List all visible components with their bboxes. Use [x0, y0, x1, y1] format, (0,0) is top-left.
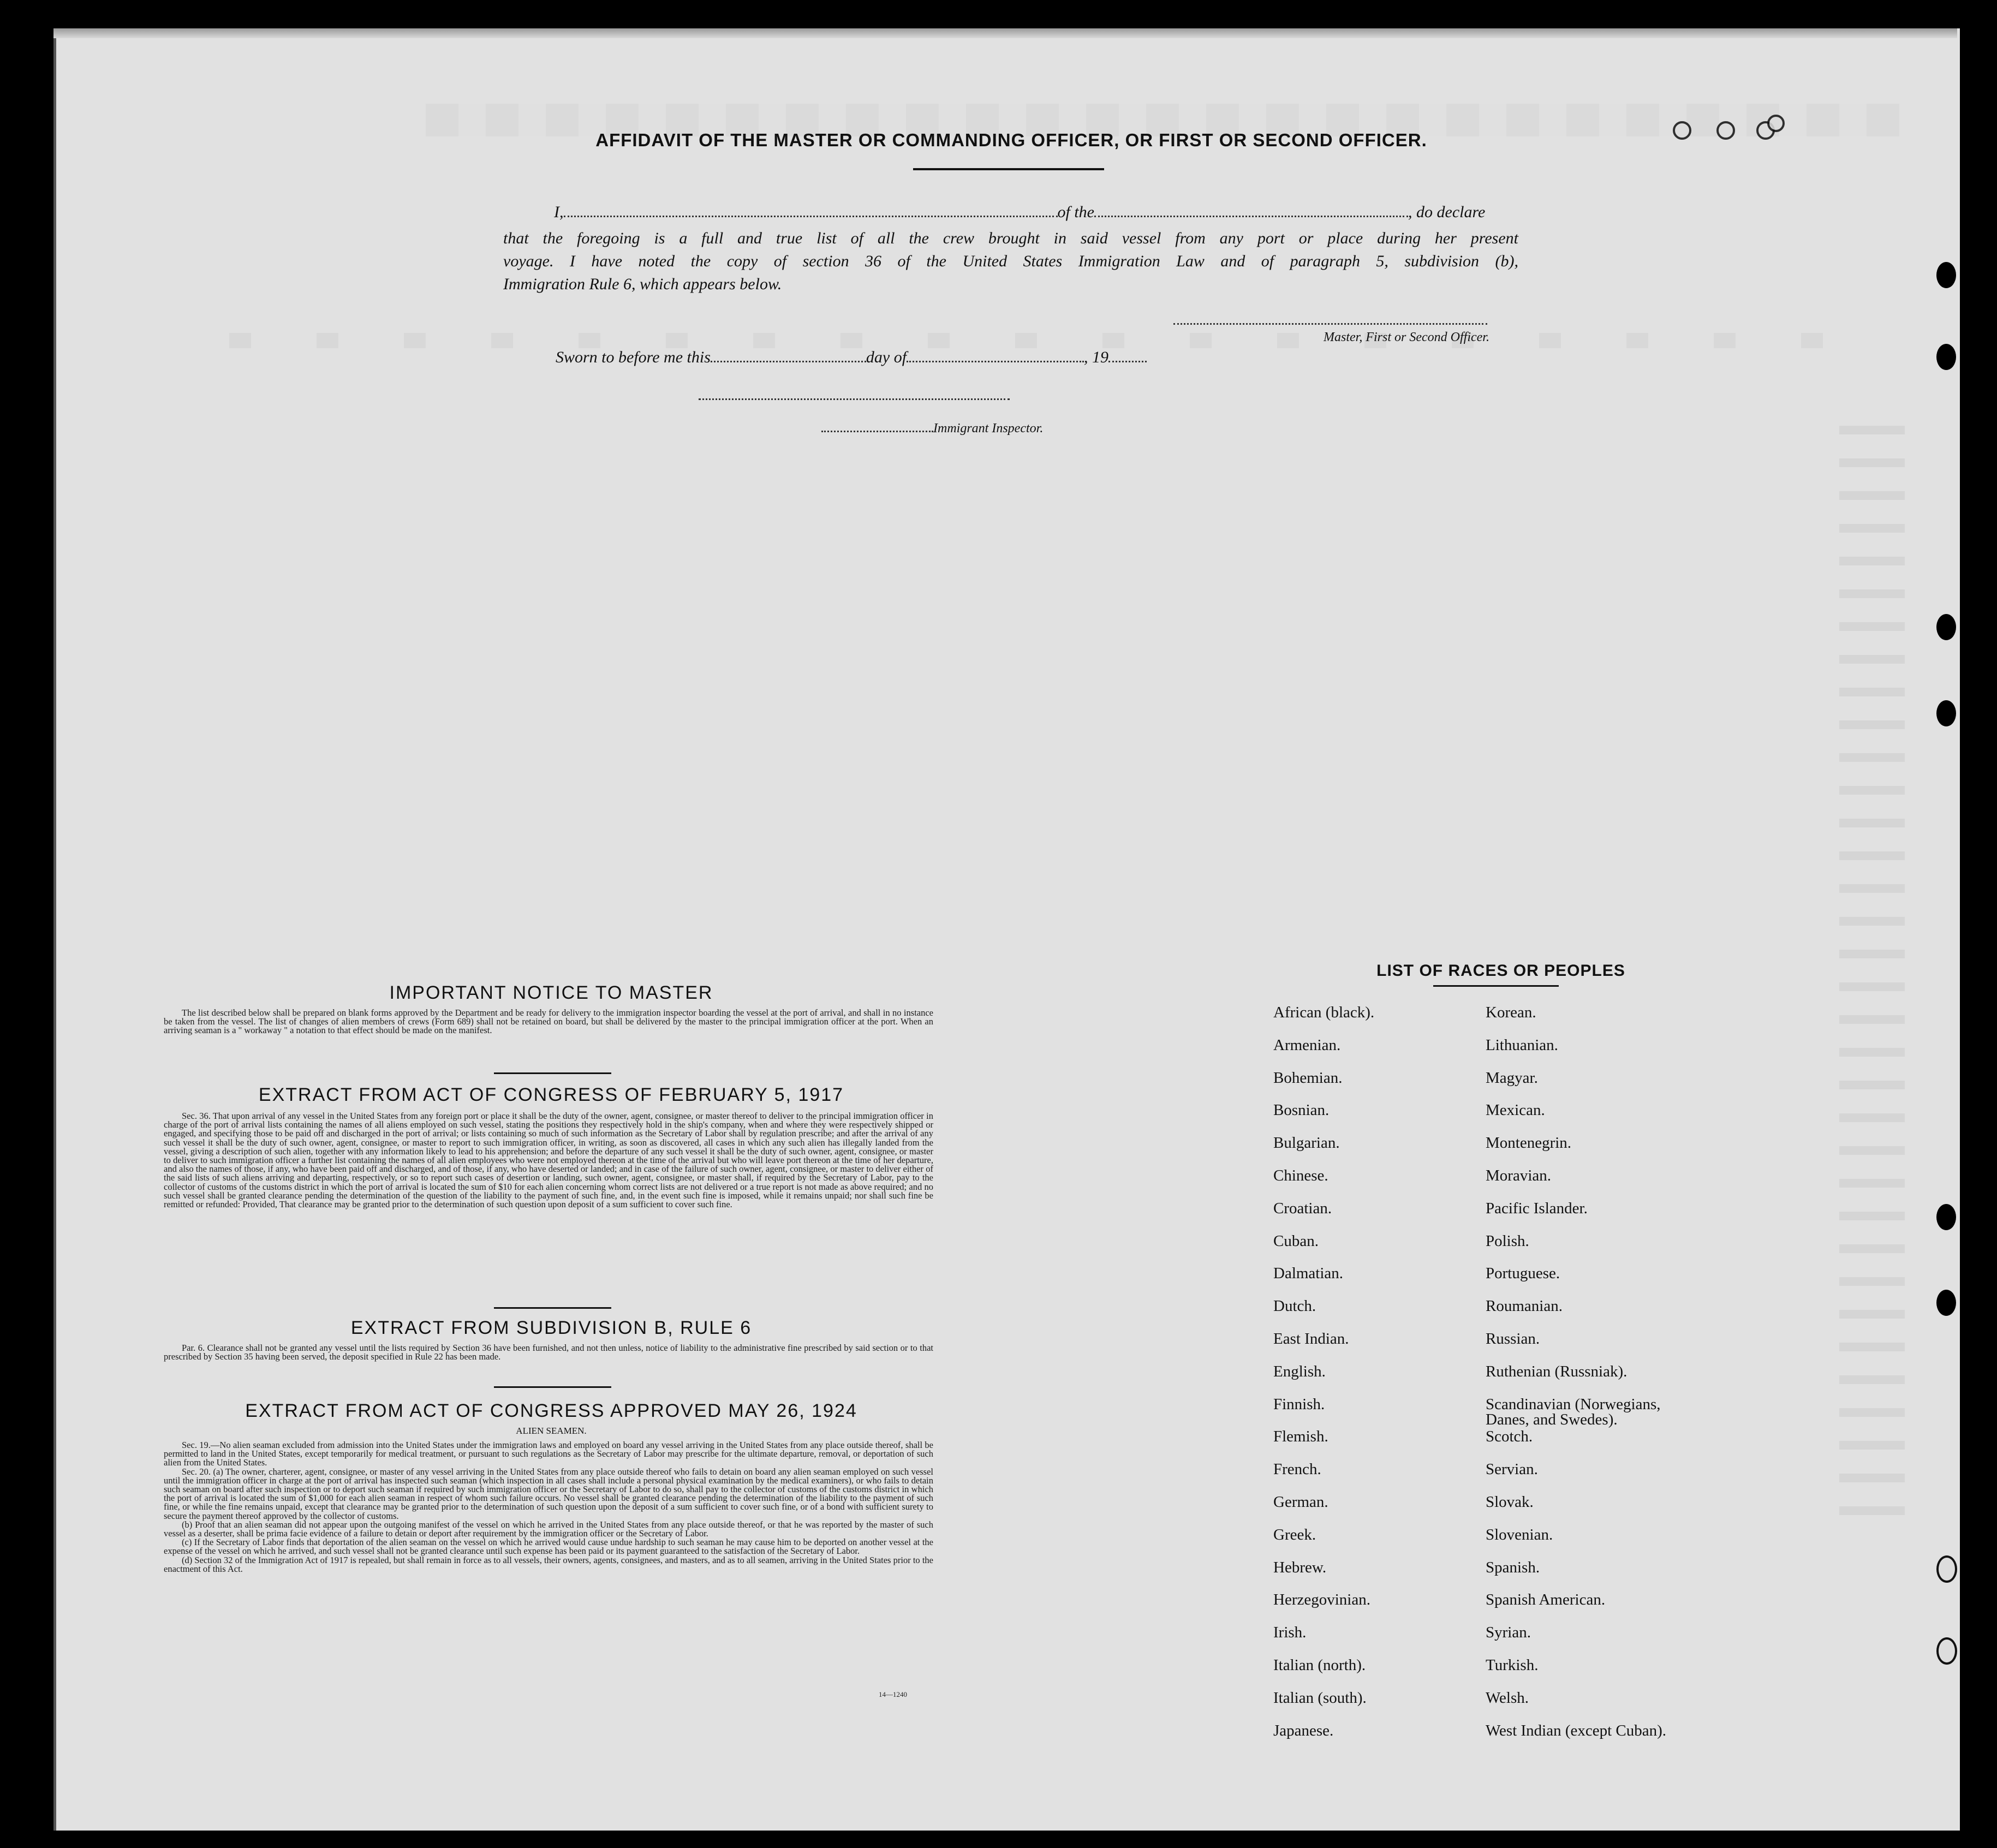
race-item: Bulgarian. [1273, 1134, 1340, 1152]
punch-hole-ring [1936, 1555, 1957, 1583]
race-item: Korean. [1486, 1004, 1536, 1021]
race-item: Italian (south). [1273, 1689, 1367, 1707]
title-underline [913, 168, 1104, 170]
race-item: West Indian (except Cuban). [1486, 1721, 1667, 1739]
section-36-paragraph: Sec. 36. That upon arrival of any vessel in the United States from any foreign port or place it shall be the duty of the owner, agent, consignee, or master thereof to deliver to the principal immigration officer in charge of the port of arrival lists containing the names of all aliens employed on such vessel, stating the positions they respectively hold in the ship's company, when and where they were respectively shipped or engaged, and specifying those to be paid off and discharged in the port of arrival; or lists containing so much of such information as the Secretary of Labor shall by regulation prescribe; and after the arrival of any such vessel it shall be the duty of such owner, agent, consignee, or master to report to such immigration officer, in writing, as soon as discovered, all cases in which any such alien has illegally landed from the vessel, giving a description of such alien, together with any information likely to lead to his apprehension; and before the departure of any such vessel it shall be the duty of such owner, agent, consignee, or master to deliver to such immigration officer a further list containing the names of all alien employees who were not employed thereon at the time of the arrival but who will leave port thereon at the time of her departure, and also the names of those, if any, who have been paid off and discharged, and of those, if any, who have deserted or landed; and in case of the failure of such owner, agent, consignee, or master to deliver either of the said lists of such aliens arriving and departing, respectively, or so to report such cases of desertion or landing, such owner, agent, consignee, or master shall, if required by the Secretary of Labor, pay to the collector of customs of the customs district in which the port of arrival is located the sum of $10 for each alien concerning whom correct lists are not delivered or a true report is not made as above required; and no such vessel shall be granted clearance pending the determination of the question of the liability to the payment of such fine, and, in the event such fine is imposed, while it remains unpaid; nor shall such fine be remitted or refunded: Provided, That clearance may be granted prior to the determination of such question upon deposit of a sum sufficient to cover such fine. [164, 1111, 933, 1210]
race-item: Herzegovinian. [1273, 1591, 1370, 1609]
punch-hole [1936, 1290, 1956, 1316]
race-item: Japanese. [1273, 1721, 1334, 1739]
section-divider [494, 1307, 611, 1309]
race-item: Hebrew. [1273, 1558, 1327, 1576]
extract-rule6-body [164, 1344, 933, 1361]
extract-1917-title: EXTRACT FROM ACT OF CONGRESS OF FEBRUARY 5, 1917 [258, 1084, 844, 1105]
race-item: Italian (north). [1273, 1656, 1366, 1674]
section-20d-paragraph: (d) Section 32 of the Immigration Act of 1917 is repealed, but shall remain in force as to all vessels, their owners, agents, consignees, and masters, and as to all seamen, arriving in the United States prior to the enactment of this Act. [164, 1554, 933, 1574]
inspector-signature-line[interactable] [699, 398, 1010, 400]
fill-blank[interactable] [1108, 361, 1147, 362]
section-19-paragraph: Sec. 19.—No alien seaman excluded from admission into the United States under the immigration laws and employed on board any vessel arriving in the United States from any place outside thereof, shall be permitted to land in the United States, except temporarily for medical treatment, or pursuant to such regulations as the Secretary of Labor may prescribe for the ultimate departure, removal, or deportation of such alien from the United States. [164, 1440, 933, 1468]
race-item: Greek. [1273, 1525, 1316, 1543]
race-item: Pacific Islander. [1486, 1199, 1588, 1217]
punch-hole [1936, 614, 1956, 640]
races-title-underline [1433, 985, 1559, 987]
extract-rule6-title: EXTRACT FROM SUBDIVISION B, RULE 6 [350, 1318, 752, 1338]
punch-hole [1936, 700, 1956, 726]
race-item: Moravian. [1486, 1167, 1551, 1184]
race-item: Mexican. [1486, 1101, 1545, 1119]
race-item: Portuguese. [1486, 1265, 1560, 1283]
race-item: Finnish. [1273, 1395, 1325, 1413]
race-item: English. [1273, 1362, 1326, 1380]
race-item: Chinese. [1273, 1167, 1328, 1184]
race-item: Polish. [1486, 1232, 1529, 1250]
affidavit-line-2: that the foregoing is a full and true list of all the crew brought in said vessel from any port or place during her present [503, 229, 1518, 247]
race-item: Flemish. [1273, 1428, 1328, 1446]
inspector-caption-line [821, 421, 1043, 436]
race-item: Welsh. [1486, 1689, 1529, 1707]
sworn-prefix: Sworn to before me this [556, 348, 711, 366]
section-divider [494, 1072, 611, 1074]
extract-1924-body [164, 1441, 933, 1573]
bleed-through-texture [1839, 426, 1905, 1517]
affidavit-line-3: voyage. I have noted the copy of section 36 of the United States Immigration Law and of paragraph 5, subdivision (b), [503, 252, 1518, 270]
alien-seamen-subtitle: ALIEN SEAMEN. [516, 1426, 587, 1436]
race-item: Ruthenian (Russniak). [1486, 1362, 1628, 1380]
affidavit-declare: , do declare [1408, 203, 1486, 221]
race-item: Servian. [1486, 1460, 1538, 1479]
race-item: Scandinavian (Norwegians, [1486, 1395, 1661, 1413]
bleed-circle-mark [1673, 121, 1691, 140]
section-20b-paragraph: (b) Proof that an alien seaman did not appear upon the outgoing manifest of the vessel on which he arrived in the United States from any place outside thereof, or that he was reported by the master of such vessel as a deserter, shall be prima facie evidence of a failure to detain or deport after requirement by the immigration officer or the Secretary of Labor. [164, 1519, 933, 1539]
race-item: Croatian. [1273, 1199, 1332, 1217]
race-item: Slovenian. [1486, 1525, 1553, 1543]
race-item: French. [1273, 1460, 1321, 1479]
fill-blank[interactable] [711, 361, 866, 362]
master-signature-line[interactable] [1173, 323, 1487, 325]
affidavit-i: I, [554, 203, 564, 221]
race-item: Irish. [1273, 1624, 1307, 1642]
sworn-line [556, 348, 1147, 367]
paragraph-6: Par. 6. Clearance shall not be granted any vessel until the lists required by Section 36 have been furnished, and not then unless, notice of liability to the administrative fine prescribed by said section or to that prescribed by Section 35 having been served, the deposit specified in Rule 22 has been made. [164, 1343, 933, 1362]
punch-hole-ring [1936, 1637, 1957, 1665]
inspector-caption: Immigrant Inspector. [933, 421, 1044, 436]
extract-1924-title: EXTRACT FROM ACT OF CONGRESS APPROVED MAY 26, 1924 [245, 1400, 857, 1421]
punch-hole [1936, 262, 1956, 288]
bleed-circle-mark [1716, 121, 1735, 140]
races-title: LIST OF RACES OR PEOPLES [1376, 962, 1625, 980]
race-item: Cuban. [1273, 1232, 1319, 1250]
race-item: Spanish. [1486, 1558, 1540, 1576]
race-item: Montenegrin. [1486, 1134, 1572, 1152]
race-item: Armenian. [1273, 1036, 1341, 1054]
bleed-circle-mark [1767, 115, 1785, 132]
race-item: Syrian. [1486, 1624, 1531, 1642]
notice-title: IMPORTANT NOTICE TO MASTER [389, 982, 713, 1003]
form-number: 14—1240 [879, 1690, 907, 1698]
notice-body [164, 1009, 933, 1035]
race-item: Roumanian. [1486, 1297, 1563, 1315]
race-item: Spanish American. [1486, 1591, 1606, 1609]
section-divider [494, 1386, 611, 1388]
race-item: Bosnian. [1273, 1101, 1330, 1119]
race-item: Lithuanian. [1486, 1036, 1558, 1054]
fill-blank[interactable] [821, 431, 933, 432]
affidavit-line-1 [554, 203, 1517, 222]
race-item: Slovak. [1486, 1493, 1534, 1511]
affidavit-title: AFFIDAVIT OF THE MASTER OR COMMANDING OFFICER, OR FIRST OR SECOND OFFICER. [595, 130, 1427, 150]
race-item: Magyar. [1486, 1069, 1538, 1087]
section-20a-paragraph: Sec. 20. (a) The owner, charterer, agent, consignee, or master of any vessel arriving in the United States from any place outside thereof who fails to detain on board any alien seaman employed on such vessel until the immigration officer in charge at the port of arrival has inspected such seaman (which inspection in all cases shall include a personal physical examination by the medical examiners), or who fails to detain such seaman on board after such inspection or to deport such seaman if required by such immigration officer or the Secretary of Labor to do so, shall pay to the collector of customs of the customs district in which the port of arrival is located the sum of $1,000 for each alien seaman in respect of whom such failure occurs. No vessel shall be granted clearance pending the determination of the liability to the payment of such fine, or while the fine remains unpaid, except that clearance may be granted prior to the determination of such question upon the deposit of a sum sufficient to cover such fine, or of a bond with sufficient surety to secure the payment thereof approved by the collector of customs. [164, 1466, 933, 1521]
sworn-day: day of [866, 348, 907, 366]
race-item: German. [1273, 1493, 1328, 1511]
punch-hole [1936, 344, 1956, 370]
sworn-year: , 19 [1084, 348, 1109, 366]
fill-blank[interactable] [1094, 216, 1408, 217]
bleed-through-texture [229, 333, 1888, 348]
race-item: Bohemian. [1273, 1069, 1343, 1087]
race-item: East Indian. [1273, 1330, 1349, 1348]
affidavit-line-4: Immigration Rule 6, which appears below. [503, 275, 782, 293]
fill-blank[interactable] [564, 216, 1058, 217]
race-item: African (black). [1273, 1004, 1375, 1021]
race-item: Danes, and Swedes). [1486, 1410, 1618, 1428]
race-item: Dalmatian. [1273, 1265, 1344, 1283]
master-signature-caption: Master, First or Second Officer. [1324, 330, 1489, 344]
sheet-top-edge [53, 28, 1957, 38]
race-item: Russian. [1486, 1330, 1540, 1348]
affidavit-of-the: of the [1057, 203, 1094, 221]
notice-paragraph: The list described below shall be prepared on blank forms approved by the Department and be ready for delivery to the immigration inspector boarding the vessel at the port of arrival, and shall in no instance be taken from the vessel. The list of changes of alien members of crews (Form 689) shall not be retained on board, but shall be delivered by the master to the principal immigration officer at the port. When an arriving seaman is a " workaway " a notation to that effect should be made on the manifest. [164, 1008, 933, 1036]
race-item: Turkish. [1486, 1656, 1539, 1674]
section-20c-paragraph: (c) If the Secretary of Labor finds that deportation of the alien seaman on the vessel on which he arrived would cause undue hardship to such seaman he may cause him to be deported on another vessel at the expense of the vessel on which he arrived, and such vessel shall not be granted clearance until such expense has been paid or its payment guaranteed to the satisfaction of the Secretary of Labor. [164, 1537, 933, 1557]
race-item: Dutch. [1273, 1297, 1316, 1315]
fill-blank[interactable] [907, 361, 1084, 362]
race-item: Scotch. [1486, 1428, 1533, 1446]
punch-hole [1936, 1204, 1956, 1230]
extract-1917-body [164, 1112, 933, 1209]
